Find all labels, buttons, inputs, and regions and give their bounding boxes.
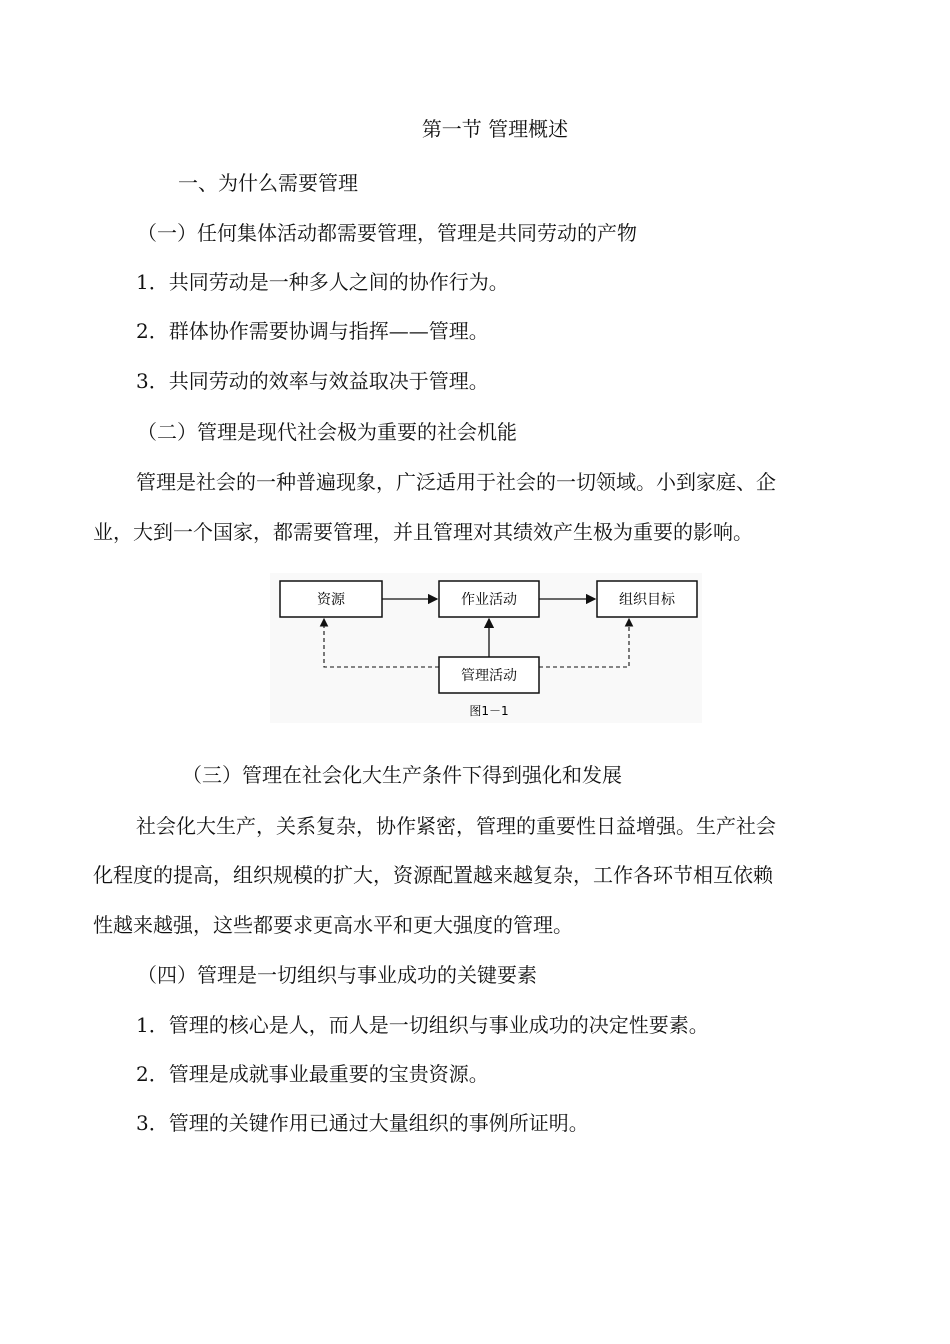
subheading-2: （二）管理是现代社会极为重要的社会机能 (137, 420, 517, 444)
figure-caption: 图1－1 (469, 704, 509, 718)
box-management-label: 管理活动 (461, 668, 517, 684)
dashed-arrow-management-to-resources (324, 619, 439, 667)
paragraph-line: 业，大到一个国家，都需要管理，并且管理对其绩效产生极为重要的影响。 (93, 520, 753, 544)
subheading-3: （三）管理在社会化大生产条件下得到强化和发展 (182, 763, 622, 787)
box-resources-label: 资源 (317, 592, 345, 608)
management-diagram (270, 573, 702, 723)
box-goals (597, 581, 697, 617)
list-item: 3．管理的关键作用已通过大量组织的事例所证明。 (136, 1111, 589, 1135)
paragraph-line: 管理是社会的一种普遍现象，广泛适用于社会的一切领域。小到家庭、企 (136, 470, 776, 494)
section-title: 第一节 管理概述 (421, 117, 569, 141)
box-operations (439, 581, 539, 617)
paragraph-line: 化程度的提高，组织规模的扩大，资源配置越来越复杂，工作各环节相互依赖 (93, 863, 773, 887)
list-item: 1．共同劳动是一种多人之间的协作行为。 (136, 270, 509, 294)
dashed-arrow-management-to-goals (539, 619, 629, 667)
box-resources (280, 581, 382, 617)
paragraph-line: 社会化大生产，关系复杂，协作紧密，管理的重要性日益增强。生产社会 (136, 814, 776, 838)
list-item: 2．管理是成就事业最重要的宝贵资源。 (136, 1062, 489, 1086)
subheading-4: （四）管理是一切组织与事业成功的关键要素 (137, 963, 537, 987)
list-item: 3．共同劳动的效率与效益取决于管理。 (136, 369, 489, 393)
box-operations-label: 作业活动 (461, 592, 517, 608)
subheading-1: （一）任何集体活动都需要管理，管理是共同劳动的产物 (137, 221, 637, 245)
box-goals-label: 组织目标 (619, 592, 675, 608)
list-item: 2．群体协作需要协调与指挥——管理。 (136, 319, 489, 343)
paragraph-line: 性越来越强，这些都要求更高水平和更大强度的管理。 (93, 913, 573, 937)
list-item: 1．管理的核心是人，而人是一切组织与事业成功的决定性要素。 (136, 1013, 709, 1037)
box-management (439, 657, 539, 693)
heading-why-management: 一、为什么需要管理 (178, 171, 358, 195)
